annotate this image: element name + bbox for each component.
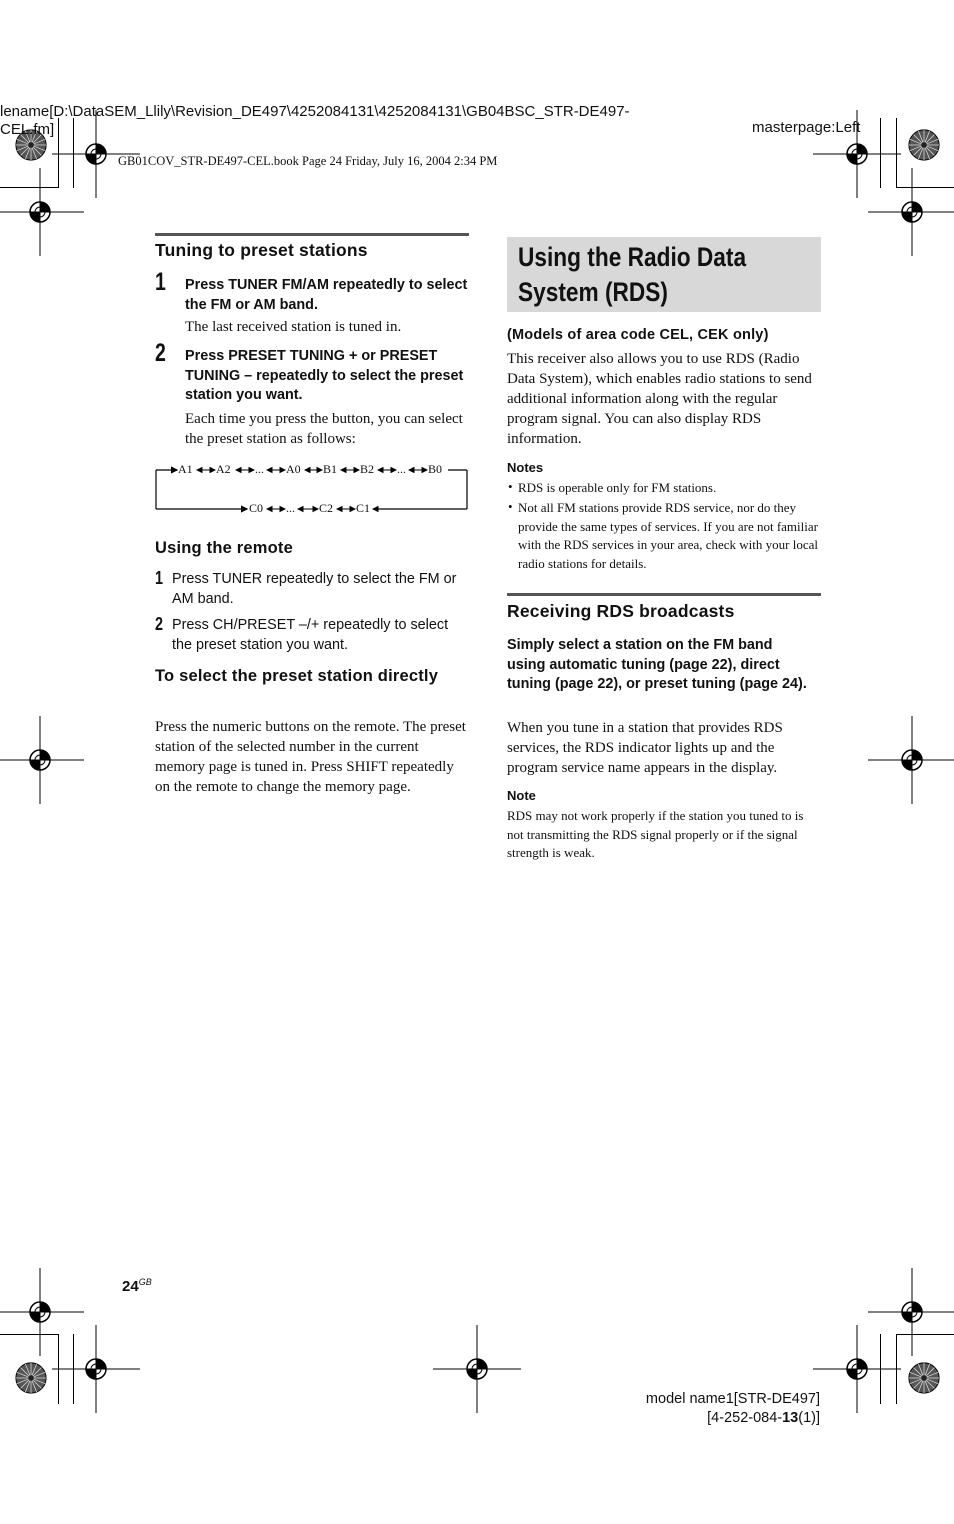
registration-cross-icon — [868, 716, 954, 804]
preset-label: A2 — [216, 462, 231, 476]
remote-step: Press TUNER repeatedly to select the FM or AM band. — [172, 571, 457, 607]
rds-banner-title: Using the Radio Data System (RDS) — [518, 242, 747, 307]
page-number — [122, 1277, 152, 1295]
diagram-arrows — [155, 458, 470, 518]
page-number-suffix: GB — [138, 1277, 152, 1287]
step-result: The last received station is tuned in. — [185, 319, 402, 335]
step-result: Each time you press the button, you can select the preset station as follows: — [185, 411, 463, 447]
model-code — [707, 1410, 820, 1426]
note-item: Not all FM stations provide RDS service, nor do they provide the same types of services. If you are not familiar with the RDS services in your area, check with your local radio stations for details. — [518, 500, 818, 571]
step-instruction: Press PRESET TUNING + or PRESET TUNING – repeatedly to select the preset station you want. — [185, 348, 464, 403]
rds-intro: This receiver also allows you to use RDS (Radio Data System), which enables radio stations to send additional information along with the regular program signal. You can also display RDS information. — [507, 351, 812, 447]
filename-line-1: lename[D:\DataSEM_Llily\Revision_DE497\4252084131\4252084131\GB04BSC_STR-DE497- — [0, 103, 630, 120]
section-title-preset: Tuning to preset stations — [155, 240, 368, 260]
receiving-instruction: Simply select a station on the FM band using automatic tuning (page 22), direct tuning (page 22), or preset tuning (page 24). — [507, 637, 807, 692]
registration-cross-icon — [813, 1325, 901, 1413]
crop-line — [896, 1334, 954, 1335]
masterpage-meta: masterpage:Left — [752, 119, 861, 136]
star-registration-icon — [14, 1361, 48, 1395]
model-code-prefix: [4-252-084- — [707, 1410, 783, 1426]
star-registration-icon — [907, 128, 941, 162]
step-number: 1 — [155, 268, 166, 296]
page-number-value: 24 — [122, 1278, 139, 1295]
preset-label: B0 — [428, 462, 443, 476]
section-rule — [155, 233, 469, 236]
bullet: • — [508, 479, 513, 494]
model-name: model name1[STR-DE497] — [645, 1391, 820, 1407]
preset-label: ... — [397, 462, 406, 476]
preset-label: A0 — [286, 462, 301, 476]
section-title-receiving: Receiving RDS broadcasts — [507, 601, 735, 621]
book-info: GB01COV_STR-DE497-CEL.book Page 24 Friday, July 16, 2004 2:34 PM — [118, 154, 498, 168]
remote-step: Press CH/PRESET –/+ repeatedly to select the preset station you want. — [172, 617, 449, 653]
note-body: RDS may not work properly if the station you tuned to is not transmitting the RDS signal properly or if the signal strength is weak. — [507, 808, 804, 860]
registration-cross-icon — [433, 1325, 521, 1413]
filename-meta — [0, 103, 660, 139]
notes-heading: Notes — [507, 460, 544, 475]
substep-number: 2 — [155, 614, 164, 634]
preset-label: C1 — [356, 501, 371, 515]
preset-label: ... — [255, 462, 264, 476]
registration-cross-icon — [0, 168, 84, 256]
filename-line-2: CEL.fm] — [0, 121, 55, 138]
substep-number: 1 — [155, 568, 164, 588]
preset-label: ... — [286, 501, 295, 515]
star-registration-icon — [907, 1361, 941, 1395]
preset-cycle-diagram — [155, 458, 470, 518]
note-heading: Note — [507, 788, 536, 803]
receiving-body: When you tune in a station that provides RDS services, the RDS indicator lights up and the program service name appears in the display. — [507, 720, 783, 776]
section-title-direct: To select the preset station directly — [155, 667, 439, 685]
registration-cross-icon — [0, 716, 84, 804]
registration-cross-icon — [52, 1325, 140, 1413]
note-item: RDS is operable only for FM stations. — [518, 480, 717, 495]
preset-label: A1 — [178, 462, 193, 476]
preset-label: C0 — [249, 501, 264, 515]
section-rule — [507, 593, 821, 596]
section-title-remote: Using the remote — [155, 539, 293, 557]
direct-body: Press the numeric buttons on the remote. The preset station of the selected number in the current memory page is tuned in. Press SHIFT repeatedly on the remote to change the memory page. — [155, 719, 466, 795]
crop-line — [0, 1334, 59, 1335]
models-note: (Models of area code CEL, CEK only) — [507, 327, 769, 343]
preset-label: C2 — [319, 501, 334, 515]
model-code-bold: 13 — [782, 1410, 799, 1426]
bullet: • — [508, 499, 513, 514]
registration-cross-icon — [868, 168, 954, 256]
model-code-suffix: (1)] — [798, 1410, 820, 1426]
preset-label: B2 — [360, 462, 375, 476]
step-instruction: Press TUNER FM/AM repeatedly to select the FM or AM band. — [185, 277, 468, 313]
preset-label: B1 — [323, 462, 338, 476]
step-number: 2 — [155, 339, 166, 367]
